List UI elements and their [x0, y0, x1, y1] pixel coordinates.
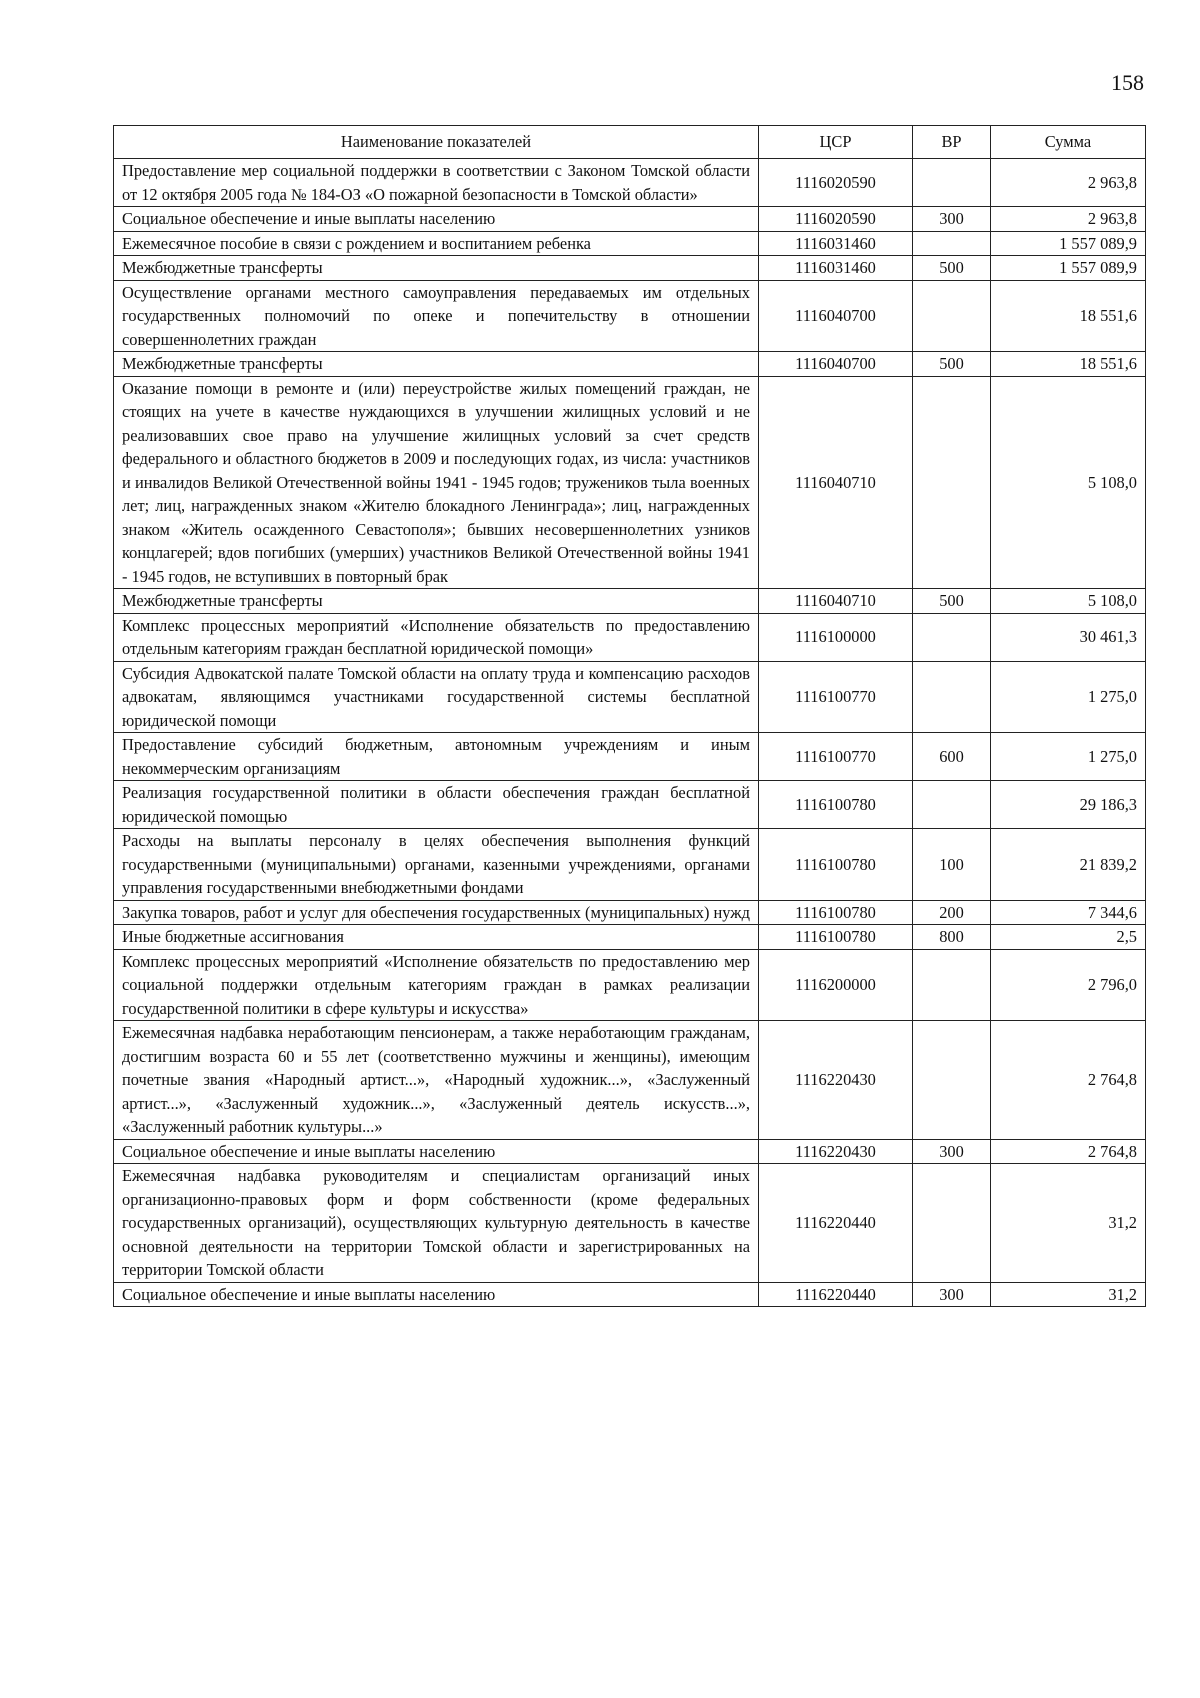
- row-vr-cell: [913, 159, 991, 207]
- row-vr-cell: [913, 613, 991, 661]
- row-csr-cell: 1116031460: [759, 231, 913, 256]
- row-csr-cell: 1116100780: [759, 925, 913, 950]
- table-row: [114, 781, 1146, 829]
- row-csr-cell: 1116220440: [759, 1164, 913, 1283]
- row-name-cell: Предоставление субсидий бюджетным, автономным учреждениям и иным некоммерческим организациям: [114, 733, 759, 781]
- row-csr-cell: 1116100780: [759, 900, 913, 925]
- table-row: [114, 376, 1146, 589]
- table-row: [114, 1282, 1146, 1307]
- row-csr-cell: 1116040700: [759, 280, 913, 352]
- row-name-cell: Закупка товаров, работ и услуг для обеспечения государственных (муниципальных) нужд: [114, 900, 759, 925]
- page-number: 158: [1111, 70, 1144, 95]
- row-csr-cell: 1116100780: [759, 829, 913, 901]
- table-row: [114, 733, 1146, 781]
- row-csr-cell: 1116100770: [759, 661, 913, 733]
- row-vr-cell: 300: [913, 1282, 991, 1307]
- row-vr-cell: 300: [913, 1139, 991, 1164]
- row-sum-cell: 30 461,3: [991, 613, 1146, 661]
- row-vr-cell: 600: [913, 733, 991, 781]
- table-row: [114, 280, 1146, 352]
- table-row: [114, 949, 1146, 1021]
- row-sum-cell: 5 108,0: [991, 376, 1146, 589]
- row-vr-cell: [913, 231, 991, 256]
- row-name-cell: Расходы на выплаты персоналу в целях обеспечения выполнения функций государственными (муниципальными) органами, казенными учреждениями, органами управления государственными внебюджетными фондами: [114, 829, 759, 901]
- row-name-cell: Социальное обеспечение и иные выплаты населению: [114, 1139, 759, 1164]
- row-csr-cell: 1116040710: [759, 376, 913, 589]
- row-name-cell: Осуществление органами местного самоуправления передаваемых им отдельных государственных полномочий по опеке и попечительству в отношении совершеннолетних граждан: [114, 280, 759, 352]
- row-name-cell: Реализация государственной политики в области обеспечения граждан бесплатной юридической помощью: [114, 781, 759, 829]
- row-vr-cell: [913, 1021, 991, 1140]
- table-row: [114, 1021, 1146, 1140]
- row-sum-cell: 2,5: [991, 925, 1146, 950]
- row-name-cell: Комплекс процессных мероприятий «Исполнение обязательств по предоставлению отдельным категориям граждан бесплатной юридической помощи»: [114, 613, 759, 661]
- table-row: [114, 256, 1146, 281]
- row-vr-cell: 300: [913, 207, 991, 232]
- row-sum-cell: 1 557 089,9: [991, 231, 1146, 256]
- row-vr-cell: 800: [913, 925, 991, 950]
- row-vr-cell: [913, 661, 991, 733]
- row-name-cell: Социальное обеспечение и иные выплаты населению: [114, 207, 759, 232]
- row-name-cell: Иные бюджетные ассигнования: [114, 925, 759, 950]
- table-row: [114, 613, 1146, 661]
- row-csr-cell: 1116220430: [759, 1021, 913, 1140]
- row-vr-cell: 500: [913, 352, 991, 377]
- table-row: [114, 829, 1146, 901]
- row-vr-cell: 500: [913, 256, 991, 281]
- row-csr-cell: 1116020590: [759, 159, 913, 207]
- row-name-cell: Межбюджетные трансферты: [114, 256, 759, 281]
- row-sum-cell: 5 108,0: [991, 589, 1146, 614]
- row-csr-cell: 1116040700: [759, 352, 913, 377]
- table-row: [114, 1164, 1146, 1283]
- table-row: [114, 159, 1146, 207]
- row-vr-cell: 500: [913, 589, 991, 614]
- table-row: [114, 352, 1146, 377]
- table-row: [114, 661, 1146, 733]
- header-csr: ЦСР: [759, 126, 913, 159]
- row-csr-cell: 1116220430: [759, 1139, 913, 1164]
- row-vr-cell: 100: [913, 829, 991, 901]
- row-name-cell: Межбюджетные трансферты: [114, 589, 759, 614]
- row-sum-cell: 2 764,8: [991, 1139, 1146, 1164]
- row-sum-cell: 2 963,8: [991, 159, 1146, 207]
- row-sum-cell: 31,2: [991, 1282, 1146, 1307]
- table-header-row: [114, 126, 1146, 159]
- table-row: [114, 231, 1146, 256]
- row-name-cell: Межбюджетные трансферты: [114, 352, 759, 377]
- row-csr-cell: 1116100770: [759, 733, 913, 781]
- header-sum: Сумма: [991, 126, 1146, 159]
- row-sum-cell: 1 275,0: [991, 733, 1146, 781]
- row-vr-cell: [913, 949, 991, 1021]
- row-sum-cell: 1 557 089,9: [991, 256, 1146, 281]
- row-name-cell: Ежемесячная надбавка руководителям и специалистам организаций иных организационно-правовых форм и форм собственности (кроме федеральных государственных организаций), осуществляющих культурную деятельность в качестве основной деятельности на территории Томской области и зарегистрированных на территории Томской области: [114, 1164, 759, 1283]
- table-row: [114, 589, 1146, 614]
- row-vr-cell: [913, 1164, 991, 1283]
- row-csr-cell: 1116031460: [759, 256, 913, 281]
- row-vr-cell: 200: [913, 900, 991, 925]
- row-name-cell: Ежемесячное пособие в связи с рождением и воспитанием ребенка: [114, 231, 759, 256]
- row-csr-cell: 1116100000: [759, 613, 913, 661]
- row-name-cell: Оказание помощи в ремонте и (или) переустройстве жилых помещений граждан, не стоящих на учете в качестве нуждающихся в улучшении жилищных условий и не реализовавших свое право на улучшение жилищных условий за счет средств федерального и областного бюджетов в 2009 и последующих годах, из числа: участников и инвалидов Великой Отечественной войны 1941 - 1945 годов; тружеников тыла военных лет; лиц, награжденных знаком «Жителю блокадного Ленинграда»; лиц, награжденных знаком «Житель осажденного Севастополя»; бывших несовершеннолетних узников концлагерей; вдов погибших (умерших) участников Великой Отечественной войны 1941 - 1945 годов, не вступивших в повторный брак: [114, 376, 759, 589]
- row-csr-cell: 1116040710: [759, 589, 913, 614]
- row-name-cell: Комплекс процессных мероприятий «Исполнение обязательств по предоставлению мер социальной поддержки отдельным категориям граждан в рамках реализации государственной политики в сфере культуры и искусства»: [114, 949, 759, 1021]
- row-sum-cell: 7 344,6: [991, 900, 1146, 925]
- row-sum-cell: 1 275,0: [991, 661, 1146, 733]
- table-row: [114, 900, 1146, 925]
- row-vr-cell: [913, 280, 991, 352]
- row-name-cell: Субсидия Адвокатской палате Томской области на оплату труда и компенсацию расходов адвокатам, являющимся участниками государственной системы бесплатной юридической помощи: [114, 661, 759, 733]
- table-row: [114, 1139, 1146, 1164]
- table-row: [114, 925, 1146, 950]
- row-sum-cell: 21 839,2: [991, 829, 1146, 901]
- row-sum-cell: 31,2: [991, 1164, 1146, 1283]
- row-sum-cell: 2 963,8: [991, 207, 1146, 232]
- header-name: Наименование показателей: [114, 126, 759, 159]
- row-csr-cell: 1116220440: [759, 1282, 913, 1307]
- row-csr-cell: 1116020590: [759, 207, 913, 232]
- row-name-cell: Социальное обеспечение и иные выплаты населению: [114, 1282, 759, 1307]
- table-row: [114, 207, 1146, 232]
- row-sum-cell: 18 551,6: [991, 352, 1146, 377]
- row-csr-cell: 1116100780: [759, 781, 913, 829]
- row-name-cell: Ежемесячная надбавка неработающим пенсионерам, а также неработающим гражданам, достигшим возраста 60 и 55 лет (соответственно мужчины и женщины), имеющим почетные звания «Народный артист...», «Народный художник...», «Заслуженный артист...», «Заслуженный художник...», «Заслуженный деятель искусств...», «Заслуженный работник культуры...»: [114, 1021, 759, 1140]
- budget-table: [113, 125, 1146, 1307]
- row-csr-cell: 1116200000: [759, 949, 913, 1021]
- row-sum-cell: 29 186,3: [991, 781, 1146, 829]
- row-sum-cell: 2 764,8: [991, 1021, 1146, 1140]
- row-name-cell: Предоставление мер социальной поддержки в соответствии с Законом Томской области от 12 октября 2005 года № 184-ОЗ «О пожарной безопасности в Томской области»: [114, 159, 759, 207]
- row-vr-cell: [913, 781, 991, 829]
- row-sum-cell: 2 796,0: [991, 949, 1146, 1021]
- row-vr-cell: [913, 376, 991, 589]
- row-sum-cell: 18 551,6: [991, 280, 1146, 352]
- header-vr: ВР: [913, 126, 991, 159]
